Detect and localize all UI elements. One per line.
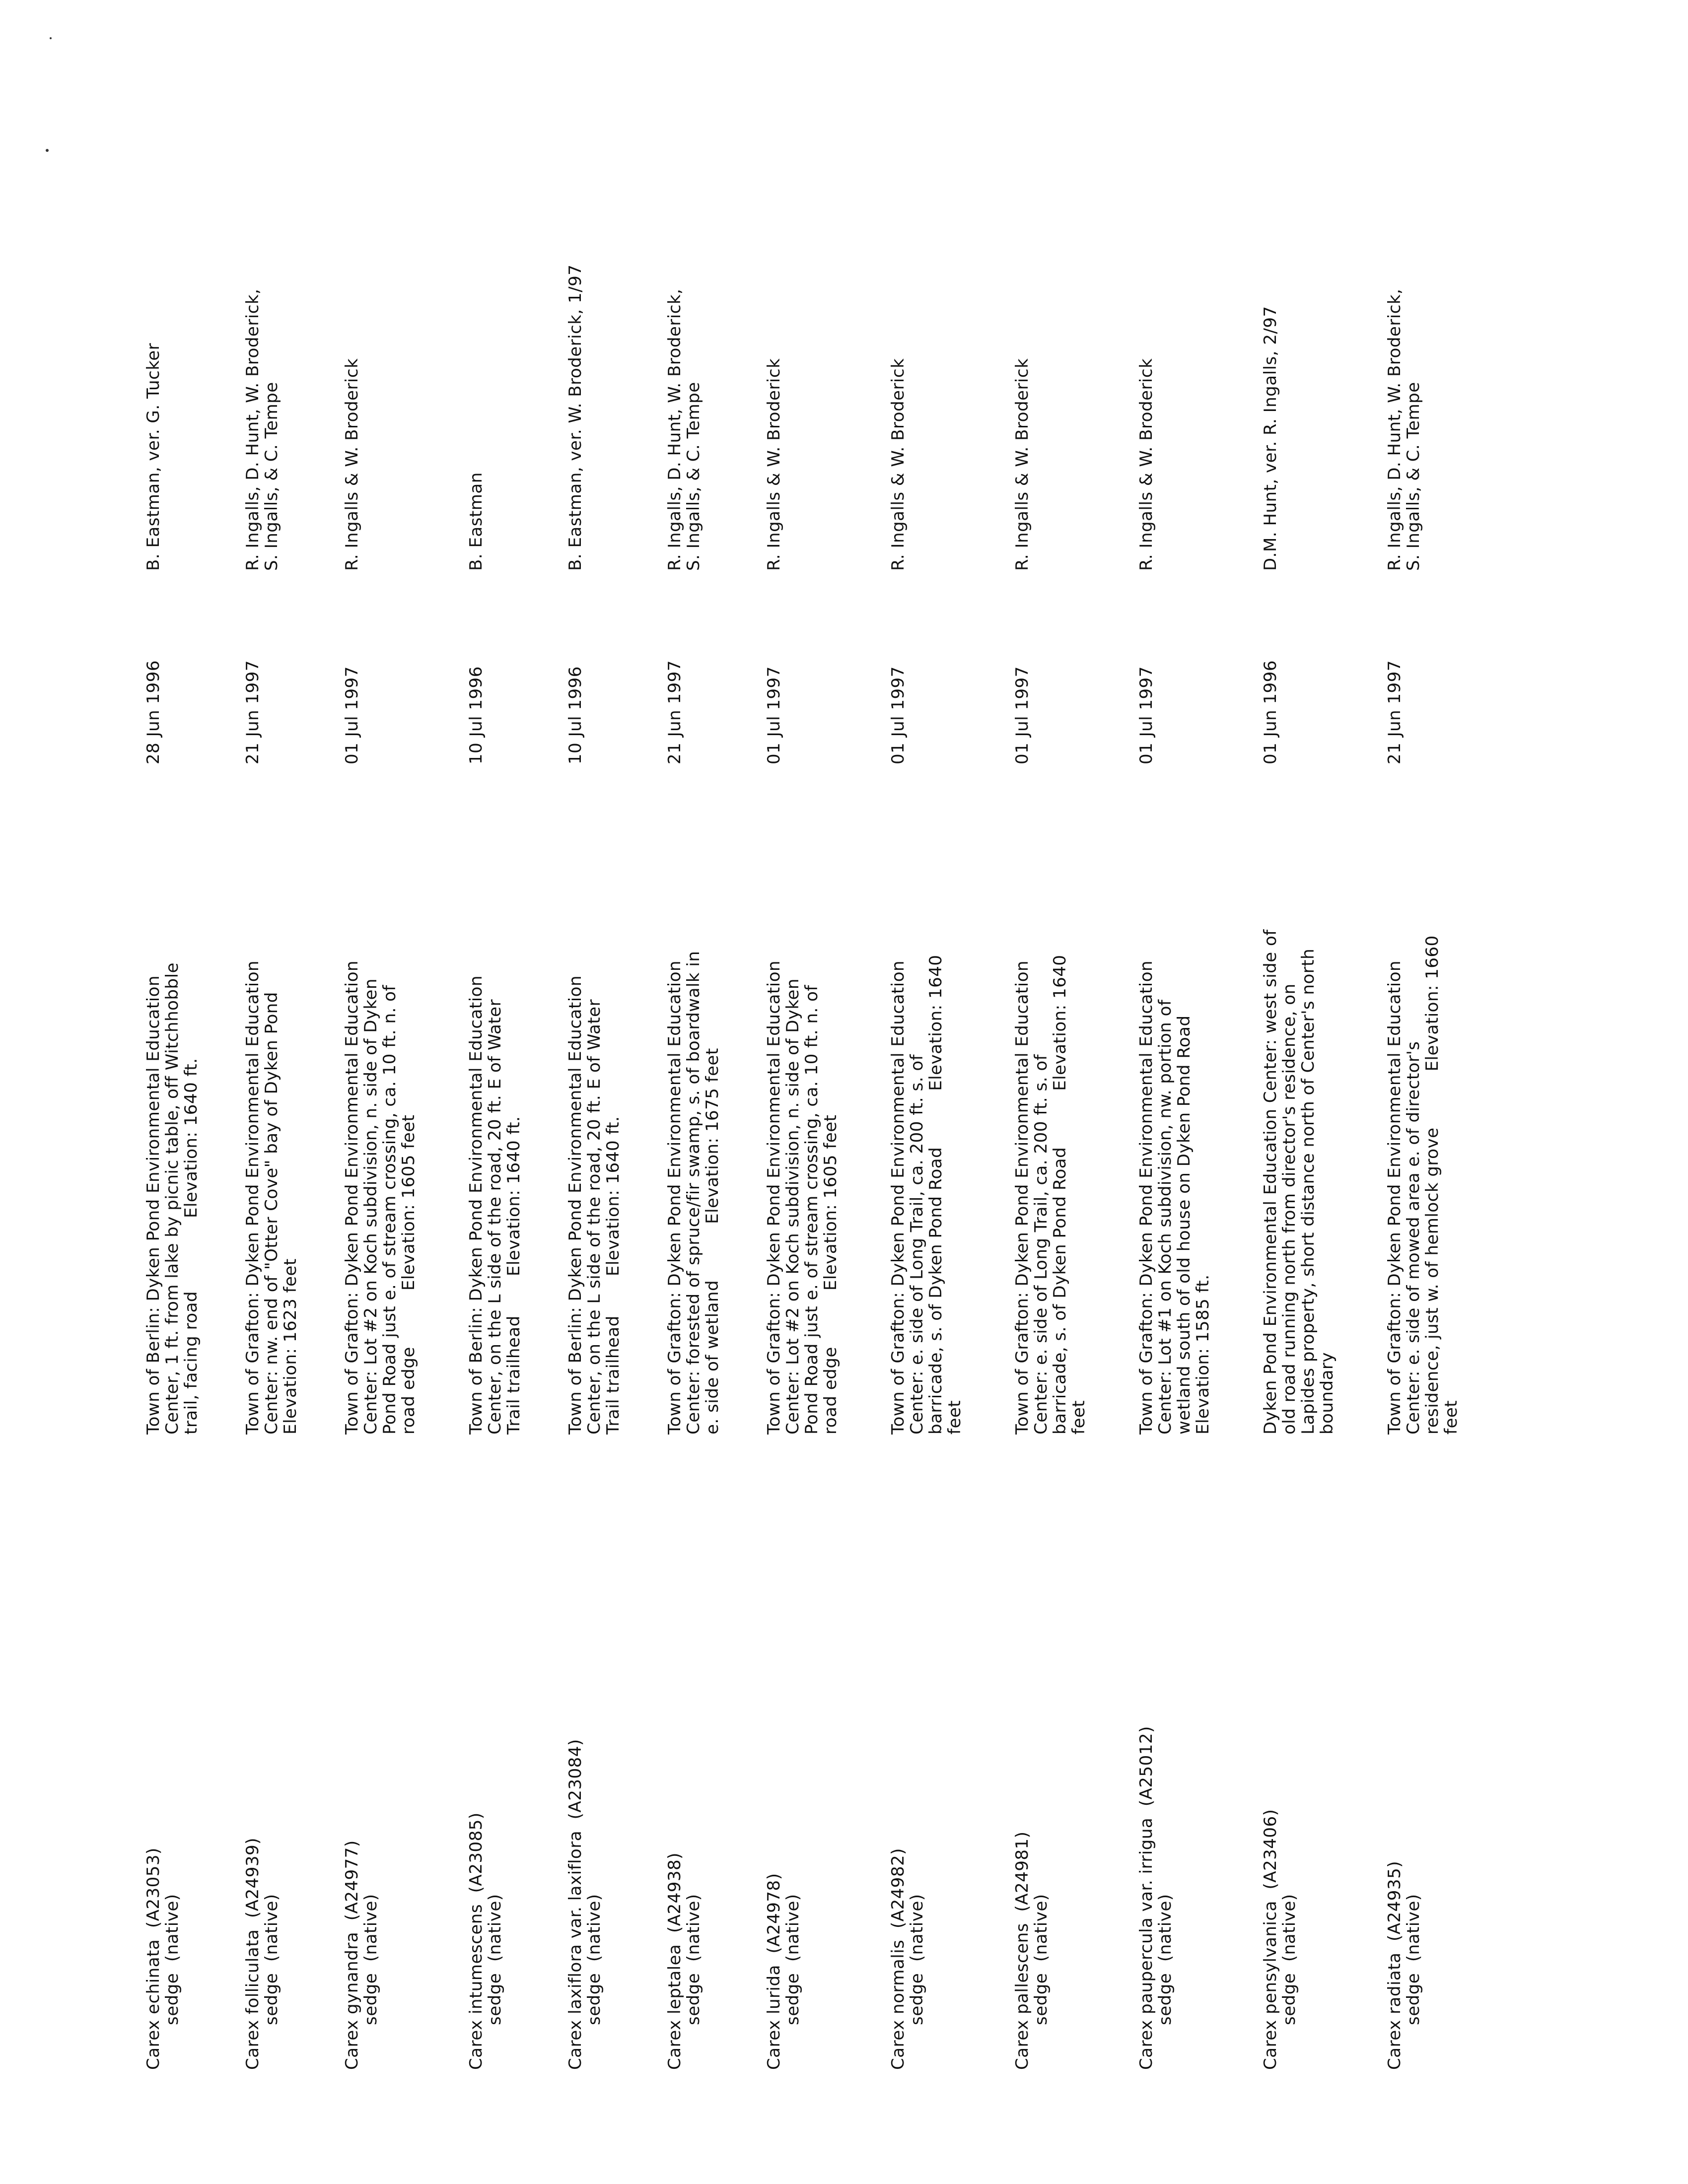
- common-name: sedge (native): [907, 1894, 927, 2025]
- collector-cell: [144, 35, 163, 571]
- collector-cell: [343, 35, 361, 571]
- collector-cell: [566, 35, 585, 571]
- location-line: Town of Grafton: Dyken Pond Environmental Education: [665, 960, 685, 1434]
- common-name: sedge (native): [1404, 1894, 1424, 2025]
- collector-cell: [665, 35, 703, 571]
- location-cell: [1013, 740, 1088, 1434]
- location-cell: [1137, 740, 1212, 1434]
- location-line: Elevation: 1623 feet: [281, 1258, 301, 1434]
- location-cell: [144, 740, 201, 1434]
- location-line: Town of Grafton: Dyken Pond Environmental Education: [888, 960, 908, 1434]
- location-line: Town of Grafton: Dyken Pond Environmental Education: [1136, 960, 1156, 1434]
- collection-date: 28 Jun 1996: [143, 660, 163, 764]
- location-line: Town of Grafton: Dyken Pond Environmental Education: [243, 960, 263, 1434]
- location-line: boundary: [1317, 1352, 1337, 1434]
- location-line: Town of Berlin: Dyken Pond Environmental Education: [143, 975, 163, 1434]
- location-line: Town of Grafton: Dyken Pond Environmental Education: [764, 960, 784, 1434]
- common-name: sedge (native): [1155, 1894, 1176, 2025]
- collector-line: B. Eastman: [466, 472, 486, 571]
- location-line: Center: e. side of Long Trail, ca. 200 ft. s. of: [1031, 1054, 1052, 1434]
- collector-cell: [467, 35, 486, 571]
- collector-cell: [1261, 35, 1280, 571]
- species-name: Carex radiata (A24935): [1385, 1861, 1405, 2070]
- collection-date: 21 Jun 1997: [1385, 660, 1405, 764]
- species-name: Carex pallescens (A24981): [1012, 1831, 1032, 2070]
- species-cell: [665, 1425, 703, 2070]
- collector-line: R. Ingalls & W. Broderick: [342, 358, 362, 571]
- collector-line: R. Ingalls, D. Hunt, W. Broderick,: [1385, 288, 1405, 571]
- location-line: old road running north from director's residence, on: [1279, 983, 1300, 1434]
- location-line: Lapides property, short distance north of Center's north: [1298, 948, 1319, 1434]
- location-line: Center: Lot #1 on Koch subdivision, nw. portion of: [1155, 999, 1176, 1434]
- location-line: Elevation: 1585 ft.: [1193, 1274, 1213, 1434]
- species-cell: [467, 1425, 504, 2070]
- location-line: Center, on the L side of the road, 20 ft. E of Water: [584, 999, 605, 1434]
- location-cell: [243, 740, 300, 1434]
- collection-date: 01 Jul 1997: [1136, 666, 1156, 764]
- species-name: Carex laxiflora var. laxiflora (A23084): [565, 1739, 585, 2070]
- location-line: barricade, s. of Dyken Pond Road Elevation: 1640: [1050, 955, 1070, 1434]
- collector-cell: [243, 35, 281, 571]
- location-line: Trail trailhead Elevation: 1640 ft.: [504, 1116, 524, 1434]
- location-line: Center: e. side of Long Trail, ca. 200 ft. s. of: [907, 1054, 927, 1434]
- location-line: Town of Berlin: Dyken Pond Environmental Education: [565, 975, 585, 1434]
- location-line: Dyken Pond Environmental Education Center: west side of: [1261, 929, 1280, 1434]
- collector-line: D.M. Hunt, ver. R. Ingalls, 2/97: [1261, 306, 1280, 571]
- location-line: Trail trailhead Elevation: 1640 ft.: [603, 1116, 624, 1434]
- scan-speck: [50, 37, 52, 39]
- collection-date: 10 Jul 1996: [565, 666, 585, 764]
- location-line: e. side of wetland Elevation: 1675 feet: [703, 1048, 723, 1434]
- location-line: Center: e. side of mowed area e. of director's: [1404, 1041, 1424, 1434]
- location-cell: [566, 740, 623, 1434]
- collection-date: 01 Jul 1997: [764, 666, 784, 764]
- location-line: Center: nw. end of "Otter Cove" bay of Dyken Pond: [262, 992, 282, 1434]
- location-line: trail, facing road Elevation: 1640 ft.: [181, 1058, 202, 1434]
- location-cell: [467, 740, 523, 1434]
- location-line: road edge Elevation: 1605 feet: [821, 1114, 841, 1434]
- species-name: Carex gynandra (A24977): [342, 1840, 362, 2070]
- collector-cell: [1385, 35, 1423, 571]
- species-name: Carex intumescens (A23085): [466, 1812, 486, 2070]
- collection-date: 01 Jul 1997: [342, 666, 362, 764]
- location-line: feet: [1441, 1400, 1462, 1434]
- species-name: Carex pensylvanica (A23406): [1261, 1809, 1280, 2070]
- collection-date: 01 Jun 1996: [1261, 660, 1280, 764]
- common-name: sedge (native): [1279, 1894, 1300, 2025]
- common-name: sedge (native): [162, 1894, 183, 2025]
- location-line: Town of Grafton: Dyken Pond Environmental Education: [342, 960, 362, 1434]
- species-cell: [343, 1425, 380, 2070]
- species-cell: [144, 1425, 182, 2070]
- species-name: Carex folliculata (A24939): [243, 1838, 263, 2070]
- location-line: wetland south of old house on Dyken Pond Road: [1174, 1015, 1195, 1434]
- location-line: Center: forested of spruce/fir swamp, s. of boardwalk in: [684, 951, 704, 1434]
- species-name: Carex paupercula var. irrigua (A25012): [1136, 1726, 1156, 2070]
- species-cell: [243, 1425, 281, 2070]
- collector-line: R. Ingalls, D. Hunt, W. Broderick,: [243, 288, 263, 571]
- location-line: Center: Lot #2 on Koch subdivision, n. side of Dyken: [783, 978, 803, 1434]
- collector-line: S. Ingalls, & C. Tempe: [684, 382, 704, 571]
- common-name: sedge (native): [361, 1894, 381, 2025]
- species-cell: [1385, 1425, 1423, 2070]
- species-name: Carex leptalea (A24938): [665, 1852, 685, 2070]
- location-line: Center, 1 ft. from lake by picnic table, off Witchhobble: [162, 962, 183, 1434]
- collector-cell: [889, 35, 908, 571]
- collection-date: 21 Jun 1997: [665, 660, 685, 764]
- location-line: feet: [1069, 1400, 1089, 1434]
- collector-line: R. Ingalls & W. Broderick: [1012, 358, 1032, 571]
- location-line: Center: Lot #2 on Koch subdivision, n. side of Dyken: [361, 978, 381, 1434]
- location-line: Town of Grafton: Dyken Pond Environmental Education: [1012, 960, 1032, 1434]
- species-cell: [1013, 1425, 1051, 2070]
- species-cell: [889, 1425, 926, 2070]
- species-name: Carex normalis (A24982): [888, 1848, 908, 2070]
- common-name: sedge (native): [783, 1894, 803, 2025]
- collector-cell: [1137, 35, 1156, 571]
- collection-date: 10 Jul 1996: [466, 666, 486, 764]
- location-cell: [343, 740, 418, 1434]
- common-name: sedge (native): [1031, 1894, 1052, 2025]
- collector-cell: [1013, 35, 1032, 571]
- collector-line: R. Ingalls & W. Broderick: [888, 358, 908, 571]
- collection-date: 01 Jul 1997: [1012, 666, 1032, 764]
- location-line: road edge Elevation: 1605 feet: [399, 1114, 419, 1434]
- location-line: residence, just w. of hemlock grove Elevation: 1660: [1422, 935, 1443, 1434]
- collection-date: 01 Jul 1997: [888, 666, 908, 764]
- location-line: Town of Berlin: Dyken Pond Environmental Education: [466, 975, 486, 1434]
- collector-line: B. Eastman, ver. G. Tucker: [143, 342, 163, 571]
- location-line: barricade, s. of Dyken Pond Road Elevation: 1640: [926, 955, 946, 1434]
- species-cell: [1261, 1425, 1299, 2070]
- collector-line: R. Ingalls & W. Broderick: [764, 358, 784, 571]
- location-line: Town of Grafton: Dyken Pond Environmental Education: [1385, 960, 1405, 1434]
- location-cell: [765, 740, 840, 1434]
- species-cell: [566, 1425, 604, 2070]
- collection-date: 21 Jun 1997: [243, 660, 263, 764]
- collector-cell: [765, 35, 783, 571]
- scan-speck: [46, 149, 49, 152]
- collector-line: R. Ingalls & W. Broderick: [1136, 358, 1156, 571]
- common-name: sedge (native): [684, 1894, 704, 2025]
- location-line: Pond Road just e. of stream crossing, ca. 10 ft. n. of: [802, 985, 822, 1434]
- location-line: Pond Road just e. of stream crossing, ca. 10 ft. n. of: [380, 985, 400, 1434]
- location-cell: [889, 740, 964, 1434]
- collector-line: R. Ingalls, D. Hunt, W. Broderick,: [665, 288, 685, 571]
- collector-line: S. Ingalls, & C. Tempe: [1404, 382, 1424, 571]
- common-name: sedge (native): [262, 1894, 282, 2025]
- species-name: Carex echinata (A23053): [143, 1847, 163, 2070]
- collector-line: S. Ingalls, & C. Tempe: [262, 382, 282, 571]
- species-name: Carex lurida (A24978): [764, 1873, 784, 2070]
- species-cell: [1137, 1425, 1175, 2070]
- location-line: feet: [945, 1400, 965, 1434]
- common-name: sedge (native): [485, 1894, 505, 2025]
- location-cell: [1385, 740, 1461, 1434]
- species-cell: [765, 1425, 802, 2070]
- location-cell: [1261, 740, 1336, 1434]
- common-name: sedge (native): [584, 1894, 605, 2025]
- location-line: Center, on the L side of the road, 20 ft. E of Water: [485, 999, 505, 1434]
- location-cell: [665, 740, 722, 1434]
- collector-line: B. Eastman, ver. W. Broderick, 1/97: [565, 264, 585, 571]
